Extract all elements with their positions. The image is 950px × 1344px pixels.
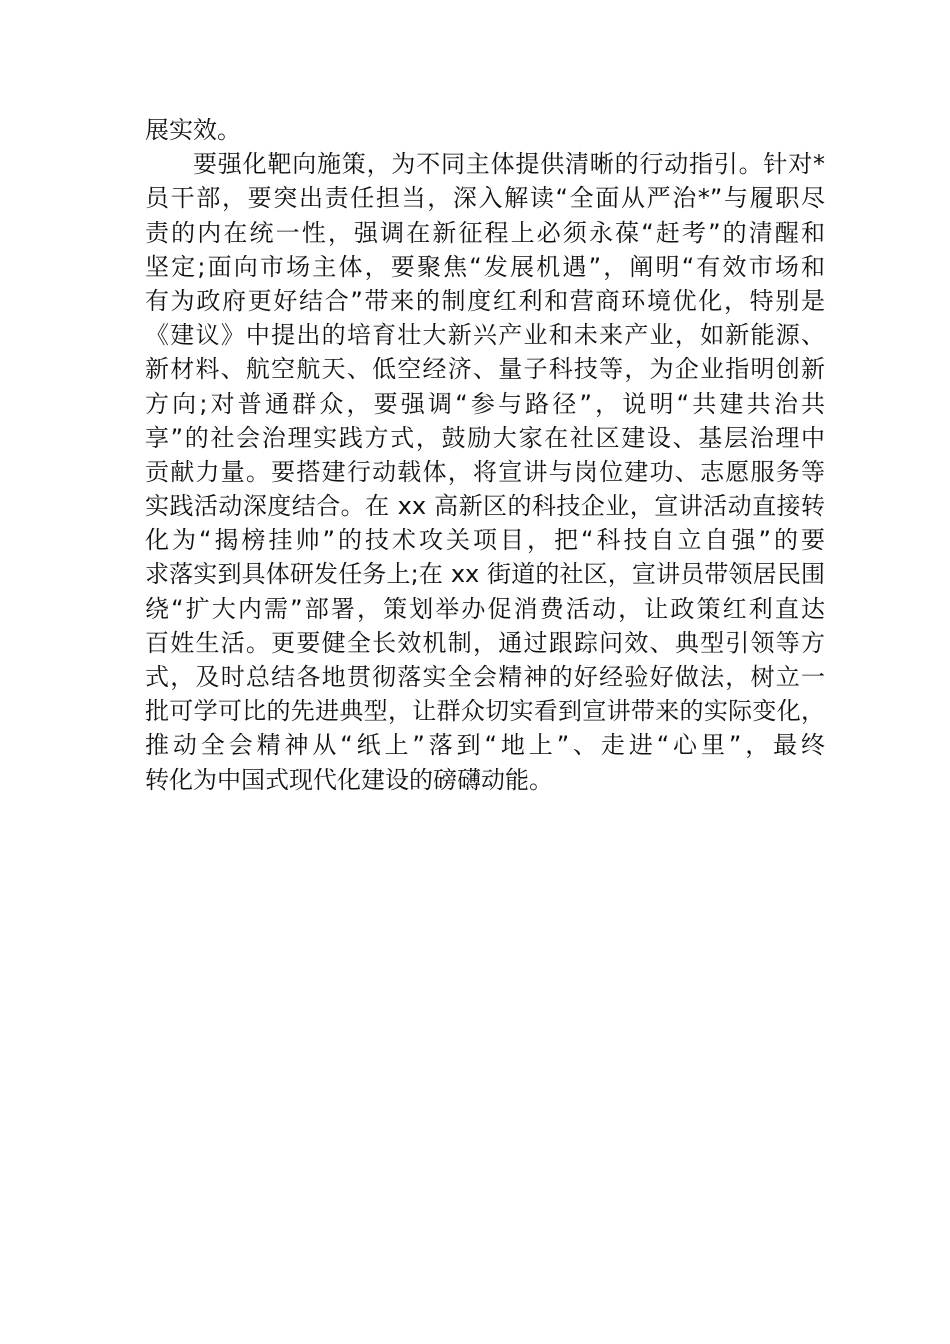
text-line: 百姓生活。更要健全长效机制，通过跟踪问效、典型引领等方 <box>145 628 825 657</box>
text-line: 有为政府更好结合”带来的制度红利和营商环境优化，特别是 <box>145 286 825 315</box>
text-line: 推动全会精神从“纸上”落到“地上”、走进“心里”，最终 <box>145 731 825 760</box>
text-line: 责的内在统一性，强调在新征程上必须永葆“赶考”的清醒和 <box>145 218 825 247</box>
text-line: 化为“揭榜挂帅”的技术攻关项目，把“科技自立自强”的要 <box>145 526 825 555</box>
text-line: 实践活动深度结合。在 xx 高新区的科技企业，宣讲活动直接转 <box>145 492 825 521</box>
text-line: 批可学可比的先进典型，让群众切实看到宣讲带来的实际变化， <box>145 697 825 726</box>
text-line: 方向;对普通群众，要强调“参与路径”，说明“共建共治共 <box>145 389 825 418</box>
text-line: 享”的社会治理实践方式，鼓励大家在社区建设、基层治理中 <box>145 423 825 452</box>
text-line: 贡献力量。要搭建行动载体，将宣讲与岗位建功、志愿服务等 <box>145 457 825 486</box>
text-line: 要强化靶向施策，为不同主体提供清晰的行动指引。针对* <box>193 150 825 179</box>
text-line: 绕“扩大内需”部署，策划举办促消费活动，让政策红利直达 <box>145 594 825 623</box>
text-line: 式，及时总结各地贯彻落实全会精神的好经验好做法，树立一 <box>145 663 825 691</box>
text-line: 展实效。 <box>145 116 241 144</box>
text-line: 坚定;面向市场主体，要聚焦“发展机遇”，阐明“有效市场和 <box>145 252 825 281</box>
text-line: 员干部，要突出责任担当，深入解读“全面从严治*”与履职尽 <box>145 184 825 213</box>
text-line: 求落实到具体研发任务上;在 xx 街道的社区，宣讲员带领居民围 <box>145 560 825 589</box>
text-line: 新材料、航空航天、低空经济、量子科技等，为企业指明创新 <box>145 355 825 384</box>
text-line: 转化为中国式现代化建设的磅礴动能。 <box>145 765 553 794</box>
body-text <box>145 113 825 797</box>
text-line: 《建议》中提出的培育壮大新兴产业和未来产业，如新能源、 <box>145 321 825 350</box>
